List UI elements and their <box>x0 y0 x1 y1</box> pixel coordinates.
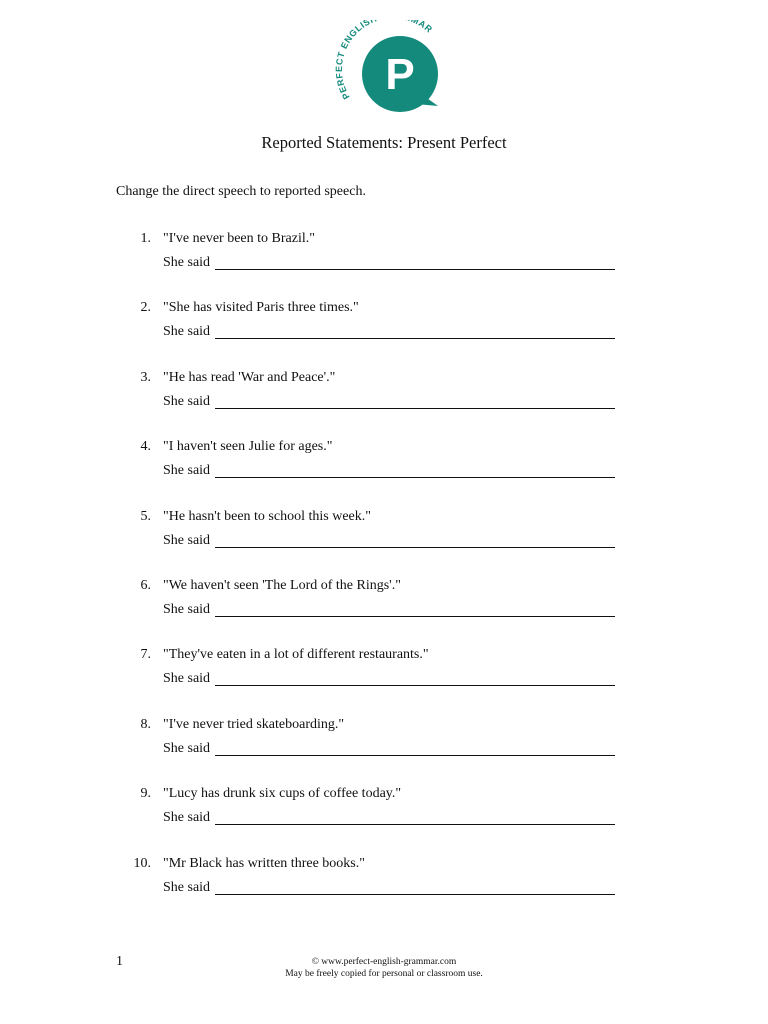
answer-blank[interactable] <box>215 616 615 617</box>
item-quote: "She has visited Paris three times." <box>163 300 359 316</box>
exercise-item <box>0 438 768 507</box>
answer-row <box>163 462 623 480</box>
answer-row <box>163 740 623 758</box>
answer-label: She said <box>163 532 211 548</box>
page-number: 1 <box>116 954 123 969</box>
answer-blank[interactable] <box>215 269 615 270</box>
exercise-item <box>0 716 768 785</box>
answer-blank[interactable] <box>215 547 615 548</box>
logo-arc-text: PERFECT ENGLIS MAR <box>333 20 435 101</box>
logo-letter: P <box>385 50 415 99</box>
item-number: 4. <box>140 439 151 455</box>
item-number: 6. <box>140 577 151 593</box>
logo-speech-bubble-icon <box>328 20 440 112</box>
page-title: Reported Statements: Present Perfect <box>261 133 507 152</box>
answer-blank[interactable] <box>215 685 615 686</box>
item-number: 7. <box>140 647 151 663</box>
footer <box>0 956 768 980</box>
answer-row <box>163 532 623 550</box>
answer-label: She said <box>163 879 211 895</box>
item-quote: "They've eaten in a lot of different restaurants." <box>163 647 429 663</box>
answer-row <box>163 879 623 897</box>
item-number: 9. <box>140 786 151 802</box>
answer-label: She said <box>163 324 211 340</box>
exercise-item <box>0 299 768 368</box>
answer-blank[interactable] <box>215 824 615 825</box>
answer-row <box>163 393 623 411</box>
item-number: 3. <box>140 369 151 385</box>
item-quote: "We haven't seen 'The Lord of the Rings'." <box>163 577 401 593</box>
exercise-item <box>0 646 768 715</box>
exercise-list <box>0 230 768 924</box>
answer-row <box>163 670 623 688</box>
item-quote: "I haven't seen Julie for ages." <box>163 439 333 455</box>
exercise-item <box>0 577 768 646</box>
answer-label: She said <box>163 601 211 617</box>
item-quote: "He hasn't been to school this week." <box>163 508 371 524</box>
footer-license: May be freely copied for personal or classroom use. <box>285 969 483 979</box>
answer-row <box>163 254 623 272</box>
exercise-item <box>0 230 768 299</box>
item-number: 1. <box>140 231 151 246</box>
item-quote: "He has read 'War and Peace'." <box>163 369 336 385</box>
item-number: 5. <box>140 508 151 524</box>
answer-row <box>163 601 623 619</box>
footer-copyright: © www.perfect-english-grammar.com <box>311 957 457 967</box>
exercise-item <box>0 369 768 438</box>
exercise-item <box>0 785 768 854</box>
logo <box>328 20 440 112</box>
item-number: 10. <box>133 855 151 871</box>
answer-row <box>163 809 623 827</box>
answer-blank[interactable] <box>215 408 615 409</box>
item-quote: "I've never tried skateboarding." <box>163 716 345 732</box>
answer-blank[interactable] <box>215 755 615 756</box>
item-quote: "Mr Black has written three books." <box>163 855 365 871</box>
answer-blank[interactable] <box>215 477 615 478</box>
answer-row <box>163 323 623 341</box>
answer-label: She said <box>163 393 211 409</box>
exercise-item <box>0 855 768 924</box>
item-number: 2. <box>140 300 151 316</box>
instructions: Change the direct speech to reported speech. <box>116 184 366 199</box>
answer-label: She said <box>163 255 211 270</box>
answer-label: She said <box>163 810 211 826</box>
answer-label: She said <box>163 740 211 756</box>
item-quote: "Lucy has drunk six cups of coffee today." <box>163 786 402 802</box>
answer-blank[interactable] <box>215 338 615 339</box>
answer-label: She said <box>163 463 211 479</box>
item-number: 8. <box>140 716 151 732</box>
item-quote: "I've never been to Brazil." <box>163 231 315 246</box>
exercise-item <box>0 508 768 577</box>
answer-label: She said <box>163 671 211 687</box>
answer-blank[interactable] <box>215 894 615 895</box>
